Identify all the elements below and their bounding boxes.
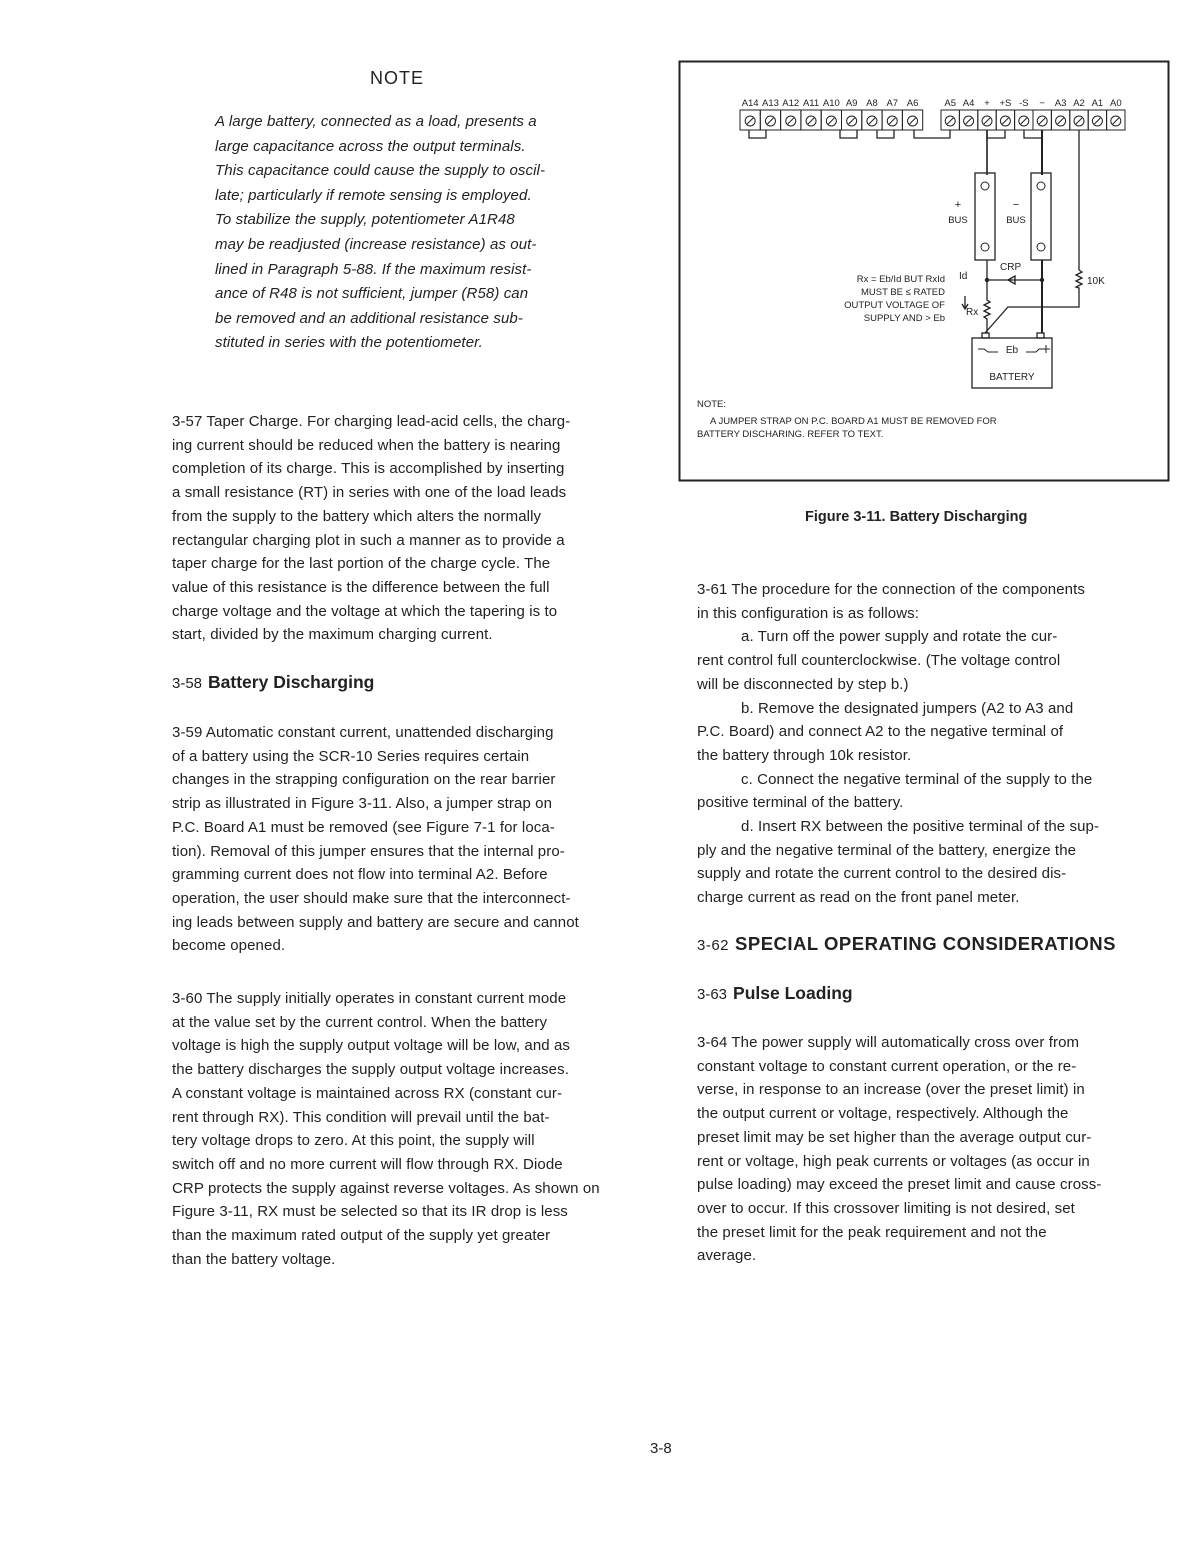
step-b <box>697 697 1099 768</box>
section-heading-3-63 <box>697 983 853 1004</box>
text-line: 3-61 The procedure for the connection of the components <box>697 581 1085 598</box>
text-line: completion of its charge. This is accomplished by inserting <box>172 460 565 478</box>
terminal-left-6 <box>862 110 882 130</box>
text-line: rectangular charging plot in such a manner as to provide a <box>172 531 565 549</box>
paragraph-3-59 <box>172 721 579 958</box>
terminal-left-7 <box>882 110 902 130</box>
note-heading: NOTE <box>370 68 425 88</box>
text-line: the battery through 10k resistor. <box>697 746 912 764</box>
text-line: a small resistance (RT) in series with one of the load leads <box>172 484 567 502</box>
terminal-label: − <box>1039 98 1045 109</box>
section-title: Pulse Loading <box>733 983 853 1003</box>
terminal-label: A0 <box>1109 98 1122 109</box>
text-line: verse, in response to an increase (over the preset limit) in <box>697 1081 1085 1099</box>
text-line: large capacitance across the output terminals. <box>215 137 526 155</box>
id-label: Id <box>959 271 968 282</box>
text-line: b. Remove the designated jumpers (A2 to A3 and <box>741 699 1074 717</box>
text-line: To stabilize the supply, potentiometer A1R48 <box>215 211 515 229</box>
figure-note-line: A JUMPER STRAP ON P.C. BOARD A1 MUST BE REMOVED FOR <box>710 416 997 427</box>
eb-label: Eb <box>1005 345 1019 356</box>
crp-label: CRP <box>1000 262 1022 273</box>
text-line: start, divided by the maximum charging current. <box>172 626 493 644</box>
text-line: pulse loading) may exceed the preset limit and cause cross- <box>697 1176 1102 1194</box>
step-d <box>697 815 1099 910</box>
terminal-label: A5 <box>944 98 957 109</box>
terminal-right-1 <box>959 110 977 130</box>
text-line: P.C. Board A1 must be removed (see Figure 7-1 for loca- <box>172 818 555 836</box>
text-line: CRP protects the supply against reverse voltages. As shown on <box>172 1179 600 1197</box>
terminal-label: A14 <box>741 98 759 109</box>
text-line: a. Turn off the power supply and rotate the cur- <box>741 628 1058 646</box>
terminal-left-5 <box>842 110 862 130</box>
paragraph-3-61-intro <box>697 578 1099 625</box>
text-line: gramming current does not flow into terminal A2. Before <box>172 866 548 884</box>
formula-line: Rx = Eb/Id BUT RxId <box>856 274 945 285</box>
terminal-label: A13 <box>761 98 779 109</box>
step-a <box>697 625 1099 696</box>
text-line: d. Insert RX between the positive terminal of the sup- <box>741 818 1100 836</box>
section-number: 3-63 <box>697 986 728 1003</box>
step-c <box>697 768 1099 815</box>
text-line: voltage is high the supply output voltage will be low, and as <box>172 1037 571 1055</box>
note-body <box>215 110 545 356</box>
text-line: This capacitance could cause the supply to oscil- <box>215 162 546 180</box>
text-line: be removed and an additional resistance sub- <box>215 309 523 327</box>
rx-formula <box>844 274 945 324</box>
text-line: the preset limit for the peak requirement and not the <box>697 1223 1047 1241</box>
terminal-left-3 <box>801 110 821 130</box>
text-line: rent or voltage, high peak currents or voltages (as occur in <box>697 1152 1090 1170</box>
text-line: average. <box>697 1247 757 1265</box>
plus-bus-sign: + <box>954 199 962 211</box>
text-line: stituted in series with the potentiometer. <box>215 334 483 352</box>
text-line: changes in the strapping configuration on the rear barrier <box>172 771 556 789</box>
minus-bus-bar <box>1031 173 1051 260</box>
text-line: charge voltage and the voltage at which the tapering is to <box>172 602 558 620</box>
formula-line: OUTPUT VOLTAGE OF <box>844 300 945 311</box>
wiring <box>749 130 1082 388</box>
terminal-label: A12 <box>782 98 800 109</box>
terminal-strip <box>740 98 1125 130</box>
section-title: SPECIAL OPERATING CONSIDERATIONS <box>735 933 1116 954</box>
text-line: at the value set by the current control. When the battery <box>172 1013 548 1031</box>
section-heading-3-62 <box>697 933 1116 955</box>
terminal-right-6 <box>1051 110 1069 130</box>
text-line: switch off and no more current will flow through RX. Diode <box>172 1155 563 1173</box>
terminal-right-4 <box>1015 110 1033 130</box>
text-line: rent control full counterclockwise. (The voltage control <box>697 652 1061 670</box>
terminal-label: A1 <box>1091 98 1104 109</box>
terminal-label: -S <box>1019 98 1029 109</box>
section-number: 3-62 <box>697 937 730 954</box>
text-line: than the battery voltage. <box>172 1250 336 1268</box>
terminal-right-2 <box>978 110 996 130</box>
text-line: late; particularly if remote sensing is employed. <box>215 186 532 204</box>
terminal-label: A10 <box>822 98 840 109</box>
terminal-right-3 <box>996 110 1014 130</box>
text-line: ance of R48 is not sufficient, jumper (R58) can <box>215 285 529 303</box>
text-line: preset limit may be set higher than the average output cur- <box>697 1128 1092 1146</box>
text-line: positive terminal of the battery. <box>697 794 904 812</box>
text-line: may be readjusted (increase resistance) as out- <box>215 235 537 253</box>
terminal-label: A6 <box>906 98 919 109</box>
terminal-right-9 <box>1107 110 1125 130</box>
paragraph-3-60 <box>172 987 600 1271</box>
text-line: supply and rotate the current control to the desired dis- <box>697 865 1067 883</box>
text-line: Figure 3-11, RX must be selected so that its IR drop is less <box>172 1203 568 1221</box>
terminal-left-8 <box>902 110 922 130</box>
terminal-label: A3 <box>1054 98 1067 109</box>
plus-bus-label: BUS <box>948 215 968 226</box>
terminal-label: +S <box>999 98 1012 109</box>
terminal-label: A7 <box>886 98 899 109</box>
terminal-label: A8 <box>866 98 878 109</box>
text-line: from the supply to the battery which alters the normally <box>172 507 542 525</box>
text-line: ing leads between supply and battery are secure and cannot <box>172 913 579 931</box>
formula-line: MUST BE ≤ RATED <box>860 287 945 298</box>
text-line: 3-57 Taper Charge. For charging lead-acid cells, the charg- <box>172 413 571 430</box>
text-line: 3-64 The power supply will automatically cross over from <box>697 1034 1080 1051</box>
text-line: than the maximum rated output of the supply yet greater <box>172 1227 551 1245</box>
terminal-label: A4 <box>962 98 975 109</box>
text-line: in this configuration is as follows: <box>697 604 920 622</box>
terminal-left-0 <box>740 110 760 130</box>
terminal-left-1 <box>760 110 780 130</box>
text-line: lined in Paragraph 5-88. If the maximum resist- <box>215 260 532 278</box>
figure-caption: Figure 3-11. Battery Discharging <box>805 509 1028 525</box>
text-line: 3-59 Automatic constant current, unattended discharging <box>172 724 554 741</box>
section-title: Battery Discharging <box>208 672 375 692</box>
terminal-label: A9 <box>845 98 858 109</box>
text-line: A constant voltage is maintained across RX (constant cur- <box>172 1084 563 1102</box>
terminal-label: A11 <box>802 98 820 109</box>
minus-bus-label: BUS <box>1006 215 1026 226</box>
text-line: rent through RX). This condition will prevail until the bat- <box>172 1108 550 1126</box>
paragraph-3-61 <box>697 578 1099 910</box>
text-line: the battery discharges the supply output voltage increases. <box>172 1061 569 1079</box>
text-line: taper charge for the last portion of the charge cycle. The <box>172 555 551 573</box>
text-line: ply and the negative terminal of the battery, energize the <box>697 841 1077 859</box>
text-line: 3-60 The supply initially operates in constant current mode <box>172 990 567 1007</box>
text-line: P.C. Board) and connect A2 to the negative terminal of <box>697 723 1064 741</box>
10k-label: 10K <box>1087 276 1105 287</box>
text-line: c. Connect the negative terminal of the supply to the <box>741 770 1093 788</box>
text-line: become opened. <box>172 937 286 955</box>
rx-label: Rx <box>966 307 979 318</box>
text-line: tery voltage drops to zero. At this point, the supply will <box>172 1132 535 1150</box>
text-line: operation, the user should make sure that the interconnect- <box>172 889 571 907</box>
text-line: value of this resistance is the difference between the full <box>172 578 550 596</box>
text-line: of a battery using the SCR-10 Series requires certain <box>172 747 530 765</box>
text-line: constant voltage to constant current operation, or the re- <box>697 1057 1077 1075</box>
plus-bus-bar <box>975 173 995 260</box>
battery-label: BATTERY <box>989 372 1035 383</box>
text-line: strip as illustrated in Figure 3-11. Also, a jumper strap on <box>172 795 553 813</box>
page-number: 3-8 <box>650 1440 672 1457</box>
figure-note-line: BATTERY DISCHARING. REFER TO TEXT. <box>697 429 884 440</box>
section-heading-3-58 <box>172 672 374 693</box>
minus-bus-sign: − <box>1012 199 1020 211</box>
terminal-right-5 <box>1033 110 1051 130</box>
paragraph-3-57 <box>172 410 570 647</box>
paragraph-3-64 <box>697 1031 1101 1268</box>
text-line: tion). Removal of this jumper ensures that the internal pro- <box>172 842 565 860</box>
figure-note-label: NOTE: <box>697 399 727 410</box>
section-number: 3-58 <box>172 675 203 692</box>
formula-line: SUPPLY AND > Eb <box>863 313 945 324</box>
terminal-right-0 <box>941 110 959 130</box>
terminal-right-8 <box>1088 110 1106 130</box>
text-line: the output current or voltage, respectively. Although the <box>697 1105 1069 1123</box>
terminal-label: + <box>984 98 990 109</box>
terminal-left-4 <box>821 110 841 130</box>
text-line: over to occur. If this crossover limiting is not desired, set <box>697 1199 1075 1217</box>
terminal-left-2 <box>781 110 801 130</box>
text-line: will be disconnected by step b.) <box>697 675 909 693</box>
text-line: A large battery, connected as a load, presents a <box>215 113 537 130</box>
text-line: charge current as read on the front panel meter. <box>697 889 1020 907</box>
terminal-label: A2 <box>1073 98 1085 109</box>
terminal-right-7 <box>1070 110 1088 130</box>
figure-3-11-diagram <box>678 60 1170 482</box>
text-line: ing current should be reduced when the battery is nearing <box>172 436 561 454</box>
